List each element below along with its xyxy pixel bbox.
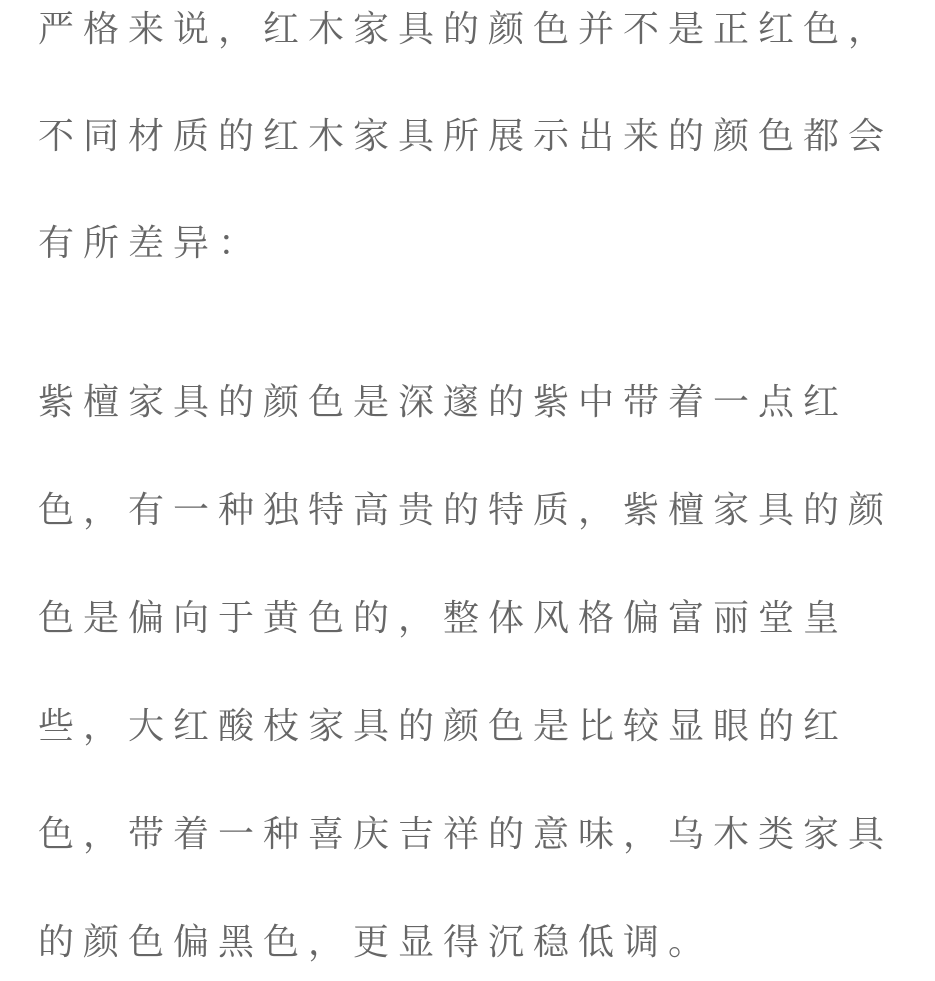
paragraph-2-line-1: 紫檀家具的颜色是深邃的紫中带着一点红 bbox=[38, 382, 849, 423]
paragraph-1-line-1: 严格来说，红木家具的颜色并不是正红色， bbox=[38, 9, 894, 50]
paragraph-2-line-4: 些，大红酸枝家具的颜色是比较显眼的红 bbox=[38, 706, 849, 747]
paragraph-2-line-2: 色，有一种独特高贵的特质，紫檀家具的颜 bbox=[38, 490, 894, 531]
paragraph-2-line-3: 色是偏向于黄色的，整体风格偏富丽堂皇 bbox=[38, 598, 849, 639]
paragraph-2-line-6: 的颜色偏黑色，更显得沉稳低调。 bbox=[38, 922, 714, 963]
paragraph-2-line-5: 色，带着一种喜庆吉祥的意味，乌木类家具 bbox=[38, 814, 894, 855]
paragraph-1-line-2: 不同材质的红木家具所展示出来的颜色都会 bbox=[38, 116, 894, 157]
paragraph-1-line-3: 有所差异： bbox=[38, 223, 264, 264]
